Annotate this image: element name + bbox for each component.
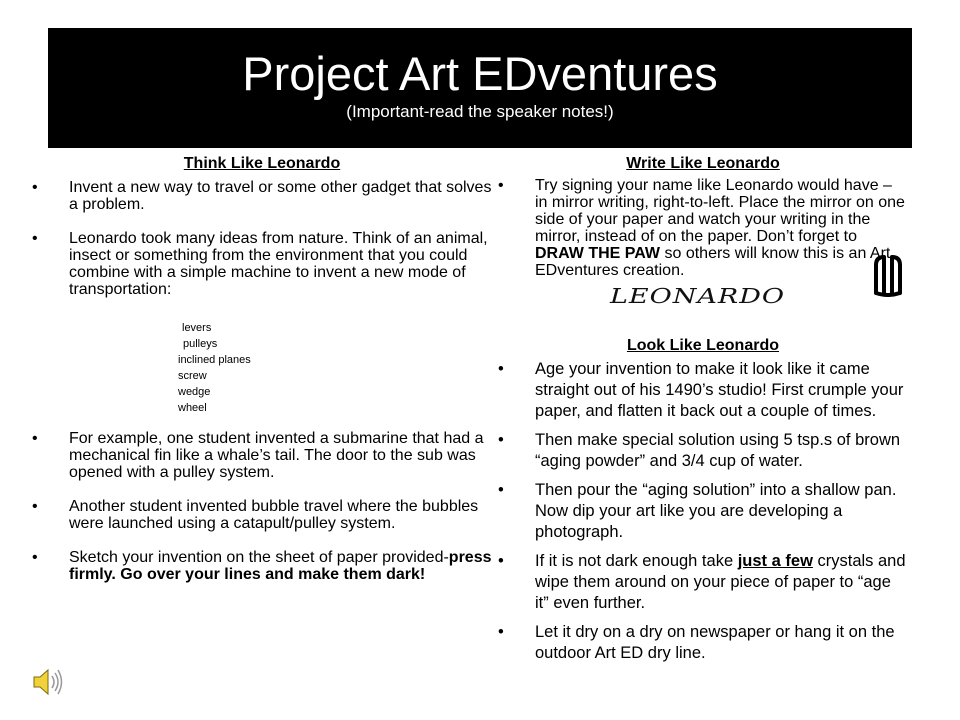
list-item: • For example, one student invented a submarine that had a mechanical fin like a whale’s tail. The door to the sub was opened with a pulley system. — [32, 430, 484, 481]
think-bullet-list-2 — [32, 430, 492, 583]
list-item: • Try signing your name like Leonardo would have – in mirror writing, right-to-left. Place the mirror on one side of your paper and watch your writing in the mirror, instead of on the paper. Don’t forget to DRAW THE PAW so others will know this is an Art EDventures creation. — [498, 177, 905, 279]
simple-machines-list — [178, 320, 492, 416]
machine-item: wedge — [178, 386, 211, 398]
machine-item: screw — [178, 370, 207, 382]
list-item: • Another student invented bubble travel where the bubbles were launched using a catapult/pulley system. — [32, 498, 479, 532]
slide-title: Project Art EDventures — [242, 47, 718, 100]
think-bullet-list — [32, 179, 492, 298]
write-look-column — [498, 155, 908, 664]
list-item: • Age your invention to make it look like it came straight out of his 1490’s studio! First crumple your paper, and flatten it back out a couple of times. — [498, 360, 904, 420]
machine-item: wheel — [178, 402, 207, 414]
look-section-title: Look Like Leonardo — [626, 337, 779, 354]
write-bullet-list — [498, 177, 908, 279]
think-section-title: Think Like Leonardo — [183, 155, 341, 172]
machine-item: levers — [182, 322, 212, 334]
slide-subtitle: (Important-read the speaker notes!) — [346, 102, 614, 121]
machine-item: inclined planes — [178, 354, 251, 366]
look-bullet-list — [498, 359, 908, 664]
list-item: • Then make special solution using 5 tsp.s of brown “aging powder” and 3/4 cup of water. — [498, 431, 901, 470]
paw-icon — [872, 253, 910, 297]
write-section-title: Write Like Leonardo — [626, 155, 780, 172]
machine-item: pulleys — [183, 338, 218, 350]
title-banner — [48, 28, 912, 148]
list-item: • Let it dry on a dry on newspaper or hang it on the outdoor Art ED dry line. — [498, 623, 895, 662]
think-like-leonardo-column — [32, 155, 492, 583]
speaker-icon[interactable] — [30, 666, 66, 698]
list-item: • Leonardo took many ideas from nature. Think of an animal, insect or something from the environment that you could combine with a simple machine to invent a new mode of transportation: — [32, 230, 488, 298]
list-item: • Sketch your invention on the sheet of paper provided-press firmly. Go over your lines and make them dark! — [32, 549, 492, 583]
list-item: • Invent a new way to travel or some other gadget that solves a problem. — [32, 179, 492, 213]
list-item: • If it is not dark enough take just a few crystals and wipe them around on your piece of paper to “age it” even further. — [498, 552, 906, 612]
mirror-signature: LEONARDO — [610, 285, 786, 309]
list-item: • Then pour the “aging solution” into a shallow pan. Now dip your art like you are developing a photograph. — [498, 481, 897, 541]
signature-row — [498, 285, 908, 325]
